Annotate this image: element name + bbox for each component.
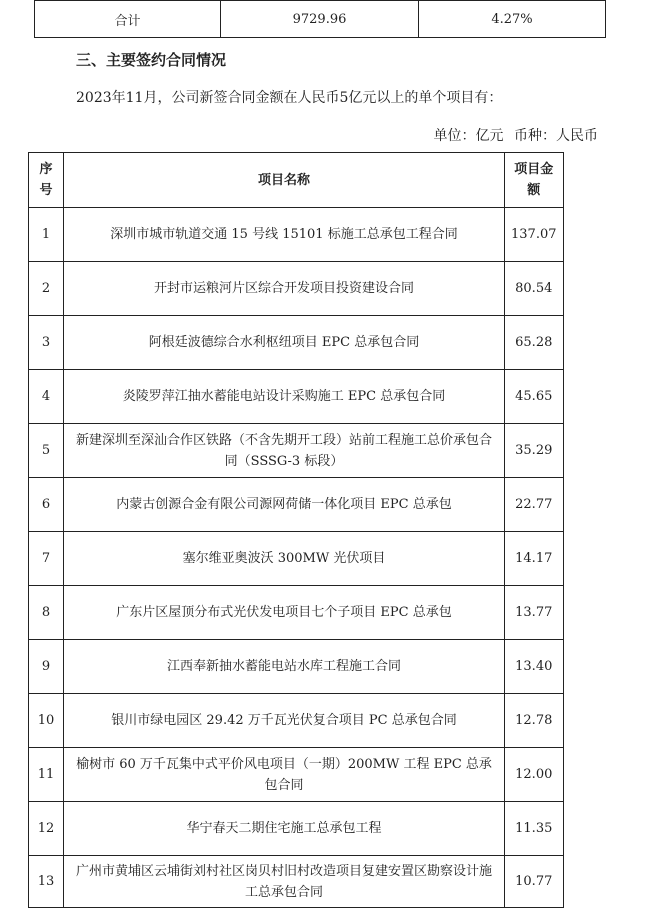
table-row: [29, 316, 564, 370]
row-amount: 14.17: [505, 532, 564, 586]
row-no: 5: [29, 424, 64, 478]
table-row: [29, 424, 564, 478]
total-percent: 4.27%: [419, 1, 606, 38]
row-amount: 12.78: [505, 694, 564, 748]
row-no: 9: [29, 640, 64, 694]
row-name: 阿根廷波德综合水利枢纽项目 EPC 总承包合同: [64, 316, 505, 370]
table-row: [29, 262, 564, 316]
header-amount: 项目金额: [505, 153, 564, 208]
row-no: 10: [29, 694, 64, 748]
row-amount: 137.07: [505, 208, 564, 262]
header-name: 项目名称: [64, 153, 505, 208]
row-name: 银川市绿电园区 29.42 万千瓦光伏复合项目 PC 总承包合同: [64, 694, 505, 748]
row-amount: 35.29: [505, 424, 564, 478]
total-amount: 9729.96: [221, 1, 419, 38]
row-amount: 45.65: [505, 370, 564, 424]
unit-label: 单位：亿元: [433, 128, 504, 144]
row-name: 深圳市城市轨道交通 15 号线 15101 标施工总承包工程合同: [64, 208, 505, 262]
section-heading: 三、主要签约合同情况: [76, 51, 227, 69]
row-name: 江西奉新抽水蓄能电站水库工程施工合同: [64, 640, 505, 694]
row-no: 6: [29, 478, 64, 532]
row-name: 广东片区屋顶分布式光伏发电项目七个子项目 EPC 总承包: [64, 586, 505, 640]
row-amount: 80.54: [505, 262, 564, 316]
row-no: 2: [29, 262, 64, 316]
row-name: 炎陵罗萍江抽水蓄能电站设计采购施工 EPC 总承包合同: [64, 370, 505, 424]
row-amount: 13.40: [505, 640, 564, 694]
row-name: 开封市运粮河片区综合开发项目投资建设合同: [64, 262, 505, 316]
unit-line: [428, 125, 598, 145]
table-row: [29, 694, 564, 748]
row-no: 12: [29, 802, 64, 856]
table-row: [29, 532, 564, 586]
table-row: [29, 208, 564, 262]
table-row: [29, 478, 564, 532]
currency-label: 币种：人民币: [514, 128, 598, 144]
header-no: 序号: [29, 153, 64, 208]
row-no: 7: [29, 532, 64, 586]
row-no: 4: [29, 370, 64, 424]
row-no: 3: [29, 316, 64, 370]
table-row: [29, 856, 564, 908]
table-row: [29, 802, 564, 856]
row-name: 广州市黄埔区云埔街刘村社区岗贝村旧村改造项目复建安置区勘察设计施工总承包合同: [64, 856, 505, 908]
table-row: [29, 370, 564, 424]
row-no: 13: [29, 856, 64, 908]
intro-text: 2023年11月，公司新签合同金额在人民币5亿元以上的单个项目有：: [76, 90, 503, 106]
total-label: 合计: [35, 1, 221, 38]
contracts-table: [28, 152, 564, 908]
row-amount: 65.28: [505, 316, 564, 370]
row-amount: 11.35: [505, 802, 564, 856]
total-summary-table: [34, 0, 606, 38]
row-no: 1: [29, 208, 64, 262]
row-name: 塞尔维亚奥波沃 300MW 光伏项目: [64, 532, 505, 586]
total-row: [35, 1, 606, 38]
row-name: 华宁春天二期住宅施工总承包工程: [64, 802, 505, 856]
table-header-row: [29, 153, 564, 208]
row-name: 新建深圳至深汕合作区铁路（不含先期开工段）站前工程施工总价承包合同（SSSG-3 标段）: [64, 424, 505, 478]
row-amount: 13.77: [505, 586, 564, 640]
row-name: 内蒙古创源合金有限公司源网荷储一体化项目 EPC 总承包: [64, 478, 505, 532]
row-no: 8: [29, 586, 64, 640]
row-amount: 22.77: [505, 478, 564, 532]
row-no: 11: [29, 748, 64, 802]
table-row: [29, 640, 564, 694]
table-row: [29, 586, 564, 640]
table-row: [29, 748, 564, 802]
row-amount: 12.00: [505, 748, 564, 802]
row-name: 榆树市 60 万千瓦集中式平价风电项目（一期）200MW 工程 EPC 总承包合同: [64, 748, 505, 802]
row-amount: 10.77: [505, 856, 564, 908]
